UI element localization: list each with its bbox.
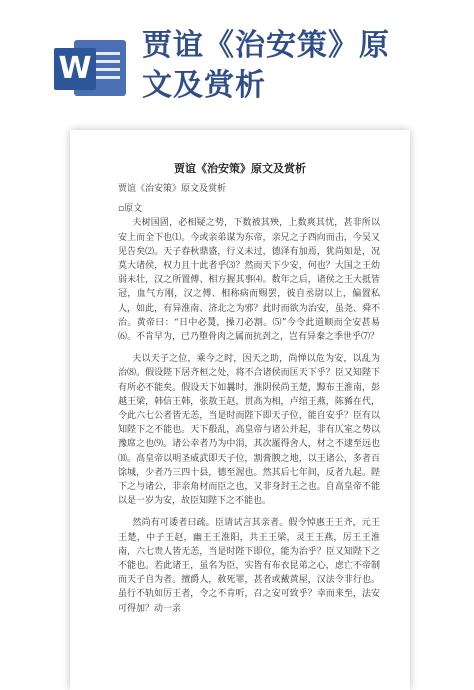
paragraph-3: 然尚有可诿者曰疏。臣请试言其亲者。假令悼惠王王齐，元王王楚，中子王赵，幽王王淮阳，共王王梁，灵王王燕，厉王王淮南，六七贵人皆无恙，当是时陛下即位，能为治乎？臣又知陛下之不能也。若此诸王，虽名为臣，实皆有布衣昆弟之心，虑亡不帝制而天子自为者。擅爵人，赦死罪，甚者或戴黄屋，汉法令非行也。虽行不轨如厉王者，令之不肯听，召之安可致乎？幸而来至，法安可得加？动一亲 [118, 518, 380, 614]
banner-title-line-1: 贾谊《治安策》原 [142, 28, 390, 63]
document-body [118, 182, 380, 616]
word-document-icon [54, 40, 128, 96]
banner-title [142, 26, 462, 106]
section-label: ▫原文 [118, 204, 143, 215]
banner-title-line-2: 文及赏析 [142, 68, 266, 103]
document-subheading: 贾谊《治安策》原文及赏析 [118, 184, 227, 194]
document-page [70, 130, 410, 690]
document-heading: 贾谊《治安策》原文及赏析 [174, 162, 306, 175]
paragraph-2: 夫以天子之位，乘今之时，因天之助，尚惮以危为安，以乱为治⑻。假设陛下居齐桓之处，将不合诸侯而匡天下乎？臣又知陛下有所必不能矣。假设天下如曩时，淮阴侯尚王楚，黥布王淮南，彭越王梁，韩信王韩，张敖王赵，贯高为相，卢绾王燕，陈豨在代，令此六七公者皆无恙，当是时而陛下即天子位，能自安乎？臣有以知陛下之不能也。天下殽乱，高皇帝与诸公并起，非有仄室之势以豫席之也⑼。诸公幸者乃为中涓，其次厪得舍人，材之不逮至远也⑽。高皇帝以明圣威武即天子位，割膏腴之地，以王诸公，多者百馀城，少者乃三四十县，德至渥也。然其后七年间，反者九起。陛下之与诸公，非亲角材而臣之也，又非身封王之也。自高皇帝不能以是一岁为安，故臣知陛下之不能也。 [118, 354, 380, 507]
paragraph-1: 夫树国固，必相疑之势，下数被其殃，上数爽其忧，甚非所以安上而全下也⑴。今或亲弟谋为东帝，亲兄之子西向而击，今吴又见告矣⑵。天子春秋鼎盛，行义未过，德泽有加焉，犹尚如是，况莫大诸侯，权力且十此者乎⑶？然而天下少安，何也？大国之王幼弱未壮，汉之所置傅、相方握其事⑷。数年之后，诸侯之王大抵皆冠，血气方刚，汉之傅、相称病而赐罢，彼自丞尉以上，偏置私人，如此，有异淮南、济北之为邪？此时而欲为治安，虽尧、舜不治。黄帝曰：“日中必熭，操刀必割。⑸”今令此道顺而全安甚易⑹。不肯早为，已乃堕骨肉之属而抗刭之，岂有异秦之季世乎⑺？ [118, 218, 380, 343]
word-logo-letter: W [54, 48, 96, 90]
header-banner [0, 0, 474, 112]
